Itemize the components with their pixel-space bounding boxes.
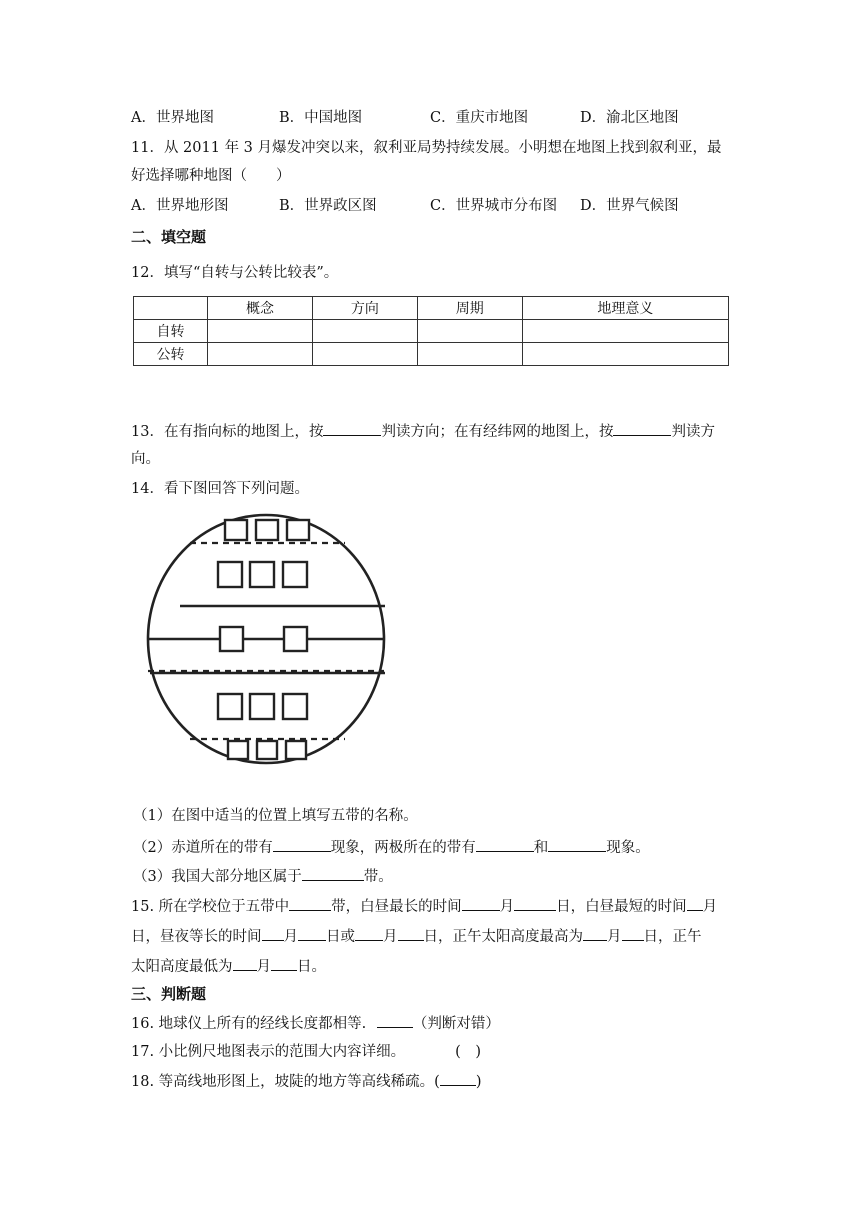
answer-box[interactable] bbox=[287, 520, 309, 540]
table-cell[interactable] bbox=[208, 320, 313, 343]
table-cell[interactable] bbox=[417, 343, 522, 366]
q13-line1 bbox=[131, 421, 715, 442]
section3-title: 三、判断题 bbox=[131, 985, 207, 1003]
table-header-concept: 概念 bbox=[208, 297, 313, 320]
answer-blank[interactable] bbox=[298, 926, 326, 941]
q14-sub3 bbox=[133, 866, 393, 887]
answer-blank[interactable] bbox=[622, 926, 644, 941]
table-header-significance: 地理意义 bbox=[522, 297, 728, 320]
q15-text: 日。 bbox=[297, 959, 326, 975]
q14-sub3-part-a: （3）我国大部分地区属于 bbox=[133, 869, 302, 885]
q11-option-a: A．世界地形图 bbox=[131, 198, 229, 214]
table-cell[interactable] bbox=[522, 343, 728, 366]
q16-text: 16. 地球仪上所有的经线长度都相等. bbox=[131, 1016, 367, 1032]
q15-text: 太阳高度最低为 bbox=[131, 959, 233, 975]
answer-blank[interactable] bbox=[377, 1013, 413, 1028]
answer-blank[interactable] bbox=[398, 926, 424, 941]
q14-text: 14．看下图回答下列问题。 bbox=[131, 481, 309, 497]
q15-text: 月 bbox=[283, 929, 298, 945]
table-corner-cell bbox=[134, 297, 208, 320]
q17-text: 17. 小比例尺地图表示的范围大内容详细。 bbox=[131, 1044, 406, 1060]
q15-text: 日，正午太阳高度最高为 bbox=[423, 929, 583, 945]
q13-part1: 13．在有指向标的地图上，按 bbox=[131, 424, 324, 440]
answer-blank[interactable] bbox=[262, 926, 284, 941]
q16-suffix: （判断对错） bbox=[412, 1016, 500, 1032]
answer-box[interactable] bbox=[286, 741, 306, 759]
answer-box[interactable] bbox=[284, 627, 307, 651]
table-row bbox=[134, 320, 729, 343]
rotation-revolution-table bbox=[133, 296, 729, 366]
answer-blank[interactable] bbox=[462, 896, 500, 911]
answer-box[interactable] bbox=[283, 562, 307, 587]
answer-blank[interactable] bbox=[440, 1071, 476, 1086]
q16 bbox=[131, 1013, 500, 1034]
q15-line3 bbox=[131, 956, 326, 977]
section2-title: 二、填空题 bbox=[131, 228, 207, 246]
answer-blank[interactable] bbox=[355, 926, 383, 941]
q10-option-c: C．重庆市地图 bbox=[430, 110, 529, 126]
q15-text: 日或 bbox=[326, 929, 355, 945]
q15-line2 bbox=[131, 926, 702, 947]
answer-blank[interactable] bbox=[233, 956, 257, 971]
q15-text: 月 bbox=[607, 929, 622, 945]
q18 bbox=[131, 1071, 482, 1092]
table-row bbox=[134, 343, 729, 366]
answer-blank[interactable] bbox=[302, 866, 364, 881]
answer-blank[interactable] bbox=[613, 421, 671, 436]
table-cell[interactable] bbox=[208, 343, 313, 366]
q14-sub2-part-d: 现象。 bbox=[606, 840, 650, 856]
table-cell[interactable] bbox=[522, 320, 728, 343]
table-row-label-rotation: 自转 bbox=[134, 320, 208, 343]
answer-blank[interactable] bbox=[548, 837, 606, 852]
q13-part2: 判读方向；在有经纬网的地图上，按 bbox=[381, 424, 614, 440]
q15-text: 月 bbox=[499, 899, 515, 915]
q11-option-b: B．世界政区图 bbox=[279, 198, 377, 214]
q15-text: 日，昼夜等长的时间 bbox=[131, 929, 262, 945]
q11-line1: 11．从 2011 年 3 月爆发冲突以来，叙利亚局势持续发展。小明想在地图上找到叙利亚，最 bbox=[131, 140, 722, 156]
answer-box[interactable] bbox=[283, 694, 307, 719]
q14-sub3-part-b: 带。 bbox=[363, 869, 393, 885]
q10-option-a: A．世界地图 bbox=[131, 110, 214, 126]
q13-part3: 判读方 bbox=[671, 424, 715, 440]
q14-sub2-part-b: 现象，两极所在的带有 bbox=[330, 840, 476, 856]
answer-box[interactable] bbox=[218, 694, 242, 719]
q17 bbox=[131, 1042, 481, 1062]
table-cell[interactable] bbox=[312, 320, 417, 343]
q14-sub1: （1）在图中适当的位置上填写五带的名称。 bbox=[133, 808, 418, 824]
q15-text: 日，正午 bbox=[643, 929, 702, 945]
answer-blank[interactable] bbox=[289, 896, 331, 911]
table-header-row bbox=[134, 297, 729, 320]
q12-text: 12．填写“自转与公转比较表”。 bbox=[131, 265, 339, 281]
table-header-period: 周期 bbox=[417, 297, 522, 320]
answer-box[interactable] bbox=[225, 520, 247, 540]
q18-text: 18. 等高线地形图上，坡陡的地方等高线稀疏。( bbox=[131, 1074, 440, 1090]
q15-text: 月 bbox=[702, 899, 718, 915]
answer-paren[interactable]: ( ) bbox=[455, 1044, 481, 1060]
answer-blank[interactable] bbox=[583, 926, 607, 941]
table-header-direction: 方向 bbox=[312, 297, 417, 320]
answer-blank[interactable] bbox=[476, 837, 534, 852]
answer-box[interactable] bbox=[256, 520, 278, 540]
q14-sub2-part-c: 和 bbox=[533, 840, 549, 856]
answer-blank[interactable] bbox=[273, 837, 331, 852]
table-cell[interactable] bbox=[417, 320, 522, 343]
answer-box[interactable] bbox=[250, 562, 274, 587]
answer-blank[interactable] bbox=[271, 956, 297, 971]
answer-box[interactable] bbox=[220, 627, 243, 651]
q15-text: 带，白昼最长的时间 bbox=[331, 899, 462, 915]
answer-blank[interactable] bbox=[323, 421, 381, 436]
q11-line2: 好选择哪种地图（ ） bbox=[131, 168, 291, 184]
q15-text: 日，白昼最短的时间 bbox=[556, 899, 687, 915]
answer-box[interactable] bbox=[257, 741, 277, 759]
q15-text: 15. 所在学校位于五带中 bbox=[131, 899, 290, 915]
q11-option-c: C．世界城市分布图 bbox=[430, 198, 558, 214]
five-zones-diagram bbox=[140, 508, 400, 770]
answer-box[interactable] bbox=[228, 741, 248, 759]
answer-blank[interactable] bbox=[514, 896, 556, 911]
q14-sub2 bbox=[133, 837, 650, 858]
table-cell[interactable] bbox=[312, 343, 417, 366]
answer-box[interactable] bbox=[250, 694, 274, 719]
q18-suffix: ) bbox=[475, 1074, 482, 1090]
q15-text: 月 bbox=[256, 959, 271, 975]
q15-line1 bbox=[131, 896, 717, 917]
answer-blank[interactable] bbox=[687, 896, 703, 911]
answer-box[interactable] bbox=[218, 562, 242, 587]
q13-line2: 向。 bbox=[131, 451, 160, 467]
q15-text: 月 bbox=[383, 929, 398, 945]
q11-option-d: D．世界气候图 bbox=[580, 198, 679, 214]
table-row-label-revolution: 公转 bbox=[134, 343, 208, 366]
q14-sub2-part-a: （2）赤道所在的带有 bbox=[133, 840, 273, 856]
q10-option-d: D．渝北区地图 bbox=[580, 110, 679, 126]
q10-option-b: B．中国地图 bbox=[279, 110, 363, 126]
